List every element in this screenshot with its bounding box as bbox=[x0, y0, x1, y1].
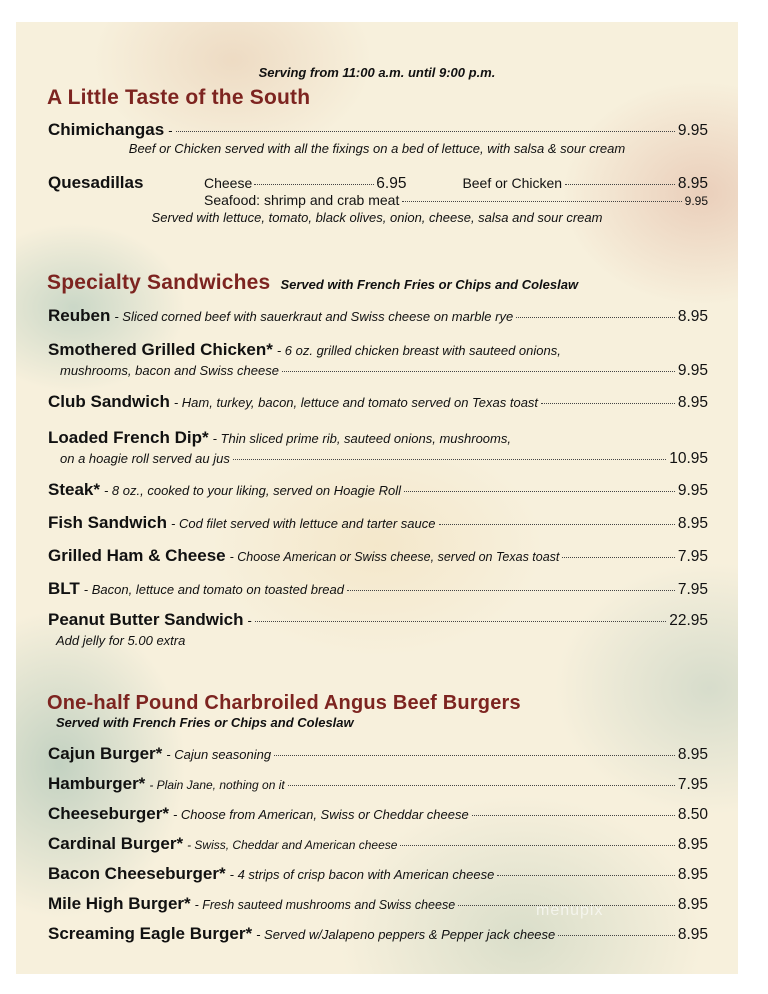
dot-leader bbox=[497, 875, 675, 876]
section-note: Served with French Fries or Chips and Coleslaw bbox=[56, 715, 354, 730]
option-label-cheese: Cheese bbox=[204, 175, 253, 191]
dot-leader bbox=[558, 935, 675, 936]
dot-leader bbox=[347, 590, 675, 591]
menu-item-cajun-burger bbox=[48, 744, 708, 764]
dot-leader bbox=[274, 755, 675, 756]
item-price: 8.95 bbox=[677, 394, 708, 411]
item-price: 8.95 bbox=[677, 308, 708, 325]
item-price: 8.95 bbox=[677, 836, 708, 853]
menu-item-mile-high-burger bbox=[48, 894, 708, 914]
dot-leader bbox=[282, 371, 675, 372]
menu-item-bacon-cheeseburger bbox=[48, 864, 708, 884]
menu-item-quesadillas bbox=[48, 173, 708, 193]
dot-leader bbox=[400, 845, 674, 846]
item-description: Beef or Chicken served with all the fixings on a bed of lettuce, with salsa & sour cream bbox=[128, 141, 626, 156]
item-description: - 4 strips of crisp bacon with American cheese bbox=[229, 867, 495, 882]
item-description: - Fresh sauteed mushrooms and Swiss cheese bbox=[194, 898, 456, 912]
section-title-sandwiches bbox=[47, 271, 578, 295]
item-description-line2: on a hoagie roll served au jus bbox=[60, 451, 230, 466]
dot-leader bbox=[472, 815, 675, 816]
item-description: - Swiss, Cheddar and American cheese bbox=[187, 838, 398, 852]
item-price: 7.95 bbox=[677, 776, 708, 793]
dot-leader bbox=[176, 131, 675, 132]
item-description: - Ham, turkey, bacon, lettuce and tomato served on Texas toast bbox=[173, 395, 539, 410]
option-price-beef-chicken: 8.95 bbox=[677, 175, 708, 192]
item-name: BLT bbox=[48, 579, 80, 598]
dot-leader bbox=[288, 785, 675, 786]
item-description: Served with lettuce, tomato, black olives, onion, cheese, salsa and sour cream bbox=[151, 210, 603, 225]
dot-leader bbox=[562, 557, 674, 558]
item-price: 7.95 bbox=[677, 581, 708, 598]
section-title-burgers: One-half Pound Charbroiled Angus Beef Burgers bbox=[47, 692, 521, 714]
item-name: Grilled Ham & Cheese bbox=[48, 546, 226, 565]
item-name: Smothered Grilled Chicken* bbox=[48, 340, 273, 359]
menu-item-fish-sandwich bbox=[48, 513, 708, 533]
dot-leader bbox=[516, 317, 675, 318]
item-price: 9.95 bbox=[677, 362, 708, 379]
item-addon: Add jelly for 5.00 extra bbox=[56, 633, 186, 648]
item-description: - Plain Jane, nothing on it bbox=[149, 778, 285, 792]
item-description-cont bbox=[60, 362, 708, 380]
dot-leader bbox=[402, 201, 681, 202]
menu-item-cardinal-burger bbox=[48, 834, 708, 854]
item-name: Fish Sandwich bbox=[48, 513, 168, 532]
item-price: 8.95 bbox=[677, 515, 708, 532]
menu-item-reuben bbox=[48, 306, 708, 326]
menu-item-steak bbox=[48, 480, 708, 500]
item-description: - Cod filet served with lettuce and tarter sauce bbox=[171, 516, 436, 531]
item-name: Steak* bbox=[48, 480, 100, 499]
menu-item-club-sandwich bbox=[48, 392, 708, 412]
option-label-beef-chicken: Beef or Chicken bbox=[462, 175, 563, 191]
serving-hours: Serving from 11:00 a.m. until 9:00 p.m. bbox=[258, 65, 496, 80]
menu-item-peanut-butter bbox=[48, 610, 708, 630]
menu-item-blt bbox=[48, 579, 708, 599]
section-note: Served with French Fries or Chips and Coleslaw bbox=[280, 277, 579, 292]
item-name: Screaming Eagle Burger* bbox=[48, 924, 253, 943]
item-price: 9.95 bbox=[677, 482, 708, 499]
item-description: - Cajun seasoning bbox=[166, 747, 272, 762]
item-name: Quesadillas bbox=[48, 173, 144, 192]
item-name: Loaded French Dip* bbox=[48, 428, 209, 447]
item-description: - Sliced corned beef with sauerkraut and Swiss cheese on marble rye bbox=[114, 309, 514, 324]
item-price: 10.95 bbox=[669, 450, 708, 467]
item-name: Peanut Butter Sandwich bbox=[48, 610, 244, 629]
option-seafood bbox=[204, 192, 708, 208]
item-description-cont bbox=[60, 450, 708, 468]
dot-leader bbox=[439, 524, 675, 525]
item-name: Hamburger* bbox=[48, 774, 146, 793]
menu-item-grilled-ham-cheese bbox=[48, 546, 708, 566]
item-separator: - bbox=[247, 613, 252, 628]
item-price: 8.95 bbox=[677, 866, 708, 883]
item-name: Reuben bbox=[48, 306, 111, 325]
menu-item-smothered-chicken bbox=[48, 340, 708, 360]
dot-leader bbox=[233, 459, 666, 460]
item-price: 8.95 bbox=[677, 926, 708, 943]
item-description: - Thin sliced prime rib, sauteed onions, mushrooms, bbox=[212, 431, 511, 446]
item-name: Cajun Burger* bbox=[48, 744, 163, 763]
menu-item-screaming-eagle-burger bbox=[48, 924, 708, 944]
option-price-seafood: 9.95 bbox=[684, 194, 708, 208]
item-description: - 8 oz., cooked to your liking, served on Hoagie Roll bbox=[103, 483, 401, 498]
item-description: - Served w/Jalapeno peppers & Pepper jack cheese bbox=[256, 927, 556, 942]
menu-page bbox=[16, 22, 738, 974]
item-name: Mile High Burger* bbox=[48, 894, 191, 913]
dot-leader bbox=[404, 491, 675, 492]
item-name: Bacon Cheeseburger* bbox=[48, 864, 226, 883]
menu-item-cheeseburger bbox=[48, 804, 708, 824]
section-title-south: A Little Taste of the South bbox=[47, 86, 311, 109]
item-price: 9.95 bbox=[677, 122, 708, 139]
item-price: 7.95 bbox=[677, 548, 708, 565]
section-title-text: Specialty Sandwiches bbox=[47, 271, 271, 294]
item-name: Club Sandwich bbox=[48, 392, 170, 411]
item-description: - 6 oz. grilled chicken breast with sauteed onions, bbox=[276, 343, 561, 358]
item-name: Chimichangas bbox=[48, 120, 165, 139]
option-price-cheese: 6.95 bbox=[376, 175, 407, 192]
item-name: Cardinal Burger* bbox=[48, 834, 184, 853]
dot-leader bbox=[254, 184, 374, 185]
item-price: 8.95 bbox=[677, 896, 708, 913]
dot-leader bbox=[565, 184, 675, 185]
item-description: - Choose American or Swiss cheese, served on Texas toast bbox=[229, 550, 560, 564]
dot-leader bbox=[255, 621, 666, 622]
item-price: 22.95 bbox=[669, 612, 708, 629]
item-separator: - bbox=[168, 123, 173, 138]
item-price: 8.95 bbox=[677, 746, 708, 763]
option-label-seafood: Seafood: shrimp and crab meat bbox=[204, 192, 400, 208]
menu-item-french-dip bbox=[48, 428, 708, 448]
item-name: Cheeseburger* bbox=[48, 804, 169, 823]
dot-leader bbox=[541, 403, 675, 404]
item-price: 8.50 bbox=[677, 806, 708, 823]
item-description: - Choose from American, Swiss or Cheddar cheese bbox=[172, 807, 469, 822]
menu-item-chimichangas bbox=[48, 120, 708, 140]
item-description-line2: mushrooms, bacon and Swiss cheese bbox=[60, 363, 279, 378]
item-description: - Bacon, lettuce and tomato on toasted bread bbox=[83, 582, 344, 597]
watermark: menupix bbox=[536, 902, 604, 919]
menu-item-hamburger bbox=[48, 774, 708, 794]
